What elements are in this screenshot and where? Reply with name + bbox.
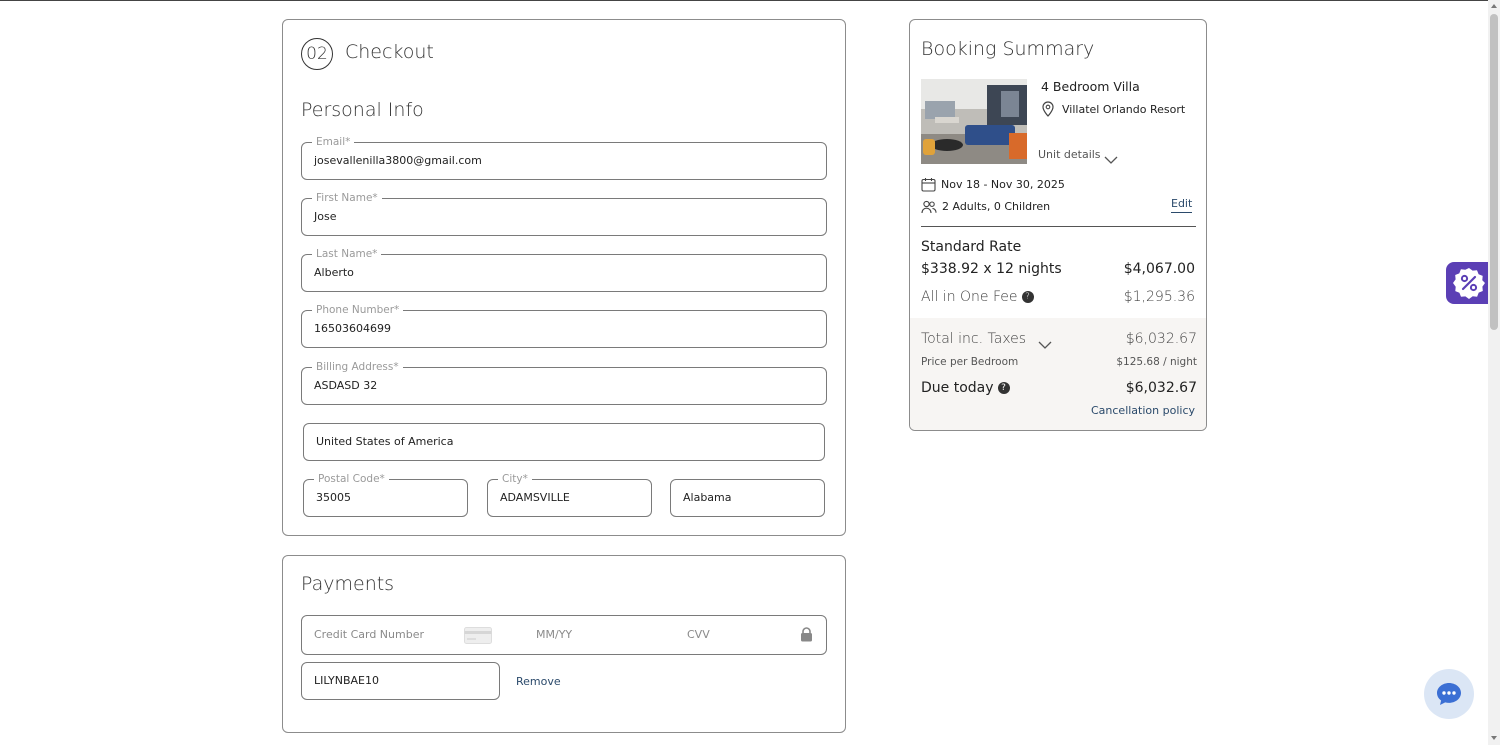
last-name-value: Alberto (314, 266, 354, 279)
scroll-down-arrow[interactable] (1491, 736, 1497, 740)
billing-address-label: Billing Address* (312, 360, 403, 374)
guest-count: 2 Adults, 0 Children (942, 200, 1051, 213)
due-label: Due today (921, 380, 994, 396)
email-field[interactable] (301, 136, 827, 180)
per-bedroom-label: Price per Bedroom (921, 356, 1019, 368)
card-number-input[interactable]: Credit Card Number (314, 628, 424, 641)
due-help-icon[interactable]: ? (998, 382, 1010, 394)
chevron-down-icon[interactable] (1038, 335, 1052, 345)
booking-summary-title: Booking Summary (921, 38, 1095, 60)
postal-code-value: 35005 (316, 491, 351, 504)
email-label: Email* (312, 135, 354, 149)
chevron-down-icon[interactable] (1104, 150, 1118, 160)
chat-button[interactable] (1424, 669, 1474, 719)
fee-row-label (921, 289, 1034, 305)
cvv-input[interactable]: CVV (687, 628, 710, 641)
page-scrollbar[interactable] (1488, 0, 1500, 745)
scroll-up-arrow[interactable] (1491, 4, 1497, 8)
booking-summary-card (909, 19, 1207, 431)
personal-info-title: Personal Info (301, 99, 424, 121)
email-value: josevallenilla3800@gmail.com (314, 154, 482, 167)
checkout-title: Checkout (345, 41, 434, 63)
fee-label: All in One Fee (921, 289, 1018, 305)
last-name-field[interactable] (301, 248, 827, 292)
remove-promo-link[interactable]: Remove (516, 675, 561, 688)
chat-bubble-icon (1435, 680, 1463, 712)
due-value: $6,032.67 (1125, 380, 1197, 396)
location-text: Villatel Orlando Resort (1062, 103, 1186, 116)
top-border (0, 0, 1488, 1)
checkout-card (282, 19, 846, 536)
last-name-label: Last Name* (312, 247, 381, 261)
nightly-rate-label: $338.92 x 12 nights (921, 261, 1062, 277)
people-icon (921, 199, 937, 213)
phone-value: 16503604699 (314, 322, 391, 335)
postal-code-field[interactable] (303, 473, 468, 517)
percent-badge-icon (1452, 266, 1486, 304)
country-select[interactable] (303, 423, 825, 461)
promo-code-value: LILYNBAE10 (314, 674, 380, 687)
billing-address-value: ASDASD 32 (314, 379, 378, 392)
lock-icon (800, 627, 813, 646)
city-field[interactable] (487, 473, 652, 517)
state-value: Alabama (683, 491, 732, 504)
rate-title: Standard Rate (921, 239, 1022, 255)
postal-code-label: Postal Code* (314, 472, 389, 486)
card-icon (464, 627, 492, 648)
unit-name: 4 Bedroom Villa (1041, 79, 1140, 94)
first-name-label: First Name* (312, 191, 382, 205)
city-label: City* (498, 472, 532, 486)
first-name-field[interactable] (301, 192, 827, 236)
calendar-icon (921, 177, 936, 192)
promo-code-field[interactable] (301, 662, 500, 700)
due-row-label (921, 380, 1010, 396)
unit-details-toggle[interactable]: Unit details (1038, 148, 1101, 161)
step-number: 02 (301, 38, 333, 70)
nightly-rate-total: $4,067.00 (1123, 261, 1195, 277)
state-select[interactable] (670, 479, 825, 517)
per-bedroom-value: $125.68 / night (1116, 356, 1197, 368)
country-value: United States of America (316, 435, 454, 448)
summary-divider (921, 226, 1196, 227)
scrollbar-thumb[interactable] (1490, 14, 1498, 330)
card-entry-field[interactable] (301, 615, 827, 655)
map-pin-icon (1041, 101, 1055, 117)
fee-help-icon[interactable]: ? (1022, 291, 1034, 303)
first-name-value: Jose (314, 210, 337, 223)
fee-value: $1,295.36 (1123, 289, 1195, 305)
payments-card (282, 555, 846, 733)
cancellation-policy-link[interactable]: Cancellation policy (1090, 404, 1195, 417)
promo-badge-button[interactable] (1446, 262, 1492, 304)
phone-label: Phone Number* (312, 303, 403, 317)
unit-photo[interactable] (921, 79, 1027, 164)
payments-title: Payments (301, 573, 395, 595)
total-value: $6,032.67 (1125, 331, 1197, 347)
city-value: ADAMSVILLE (500, 491, 570, 504)
billing-address-field[interactable] (301, 361, 827, 405)
edit-booking-link[interactable]: Edit (1171, 197, 1192, 213)
stay-dates: Nov 18 - Nov 30, 2025 (941, 178, 1065, 191)
phone-field[interactable] (301, 304, 827, 348)
total-label: Total inc. Taxes (921, 331, 1027, 347)
expiry-input[interactable]: MM/YY (536, 628, 573, 641)
